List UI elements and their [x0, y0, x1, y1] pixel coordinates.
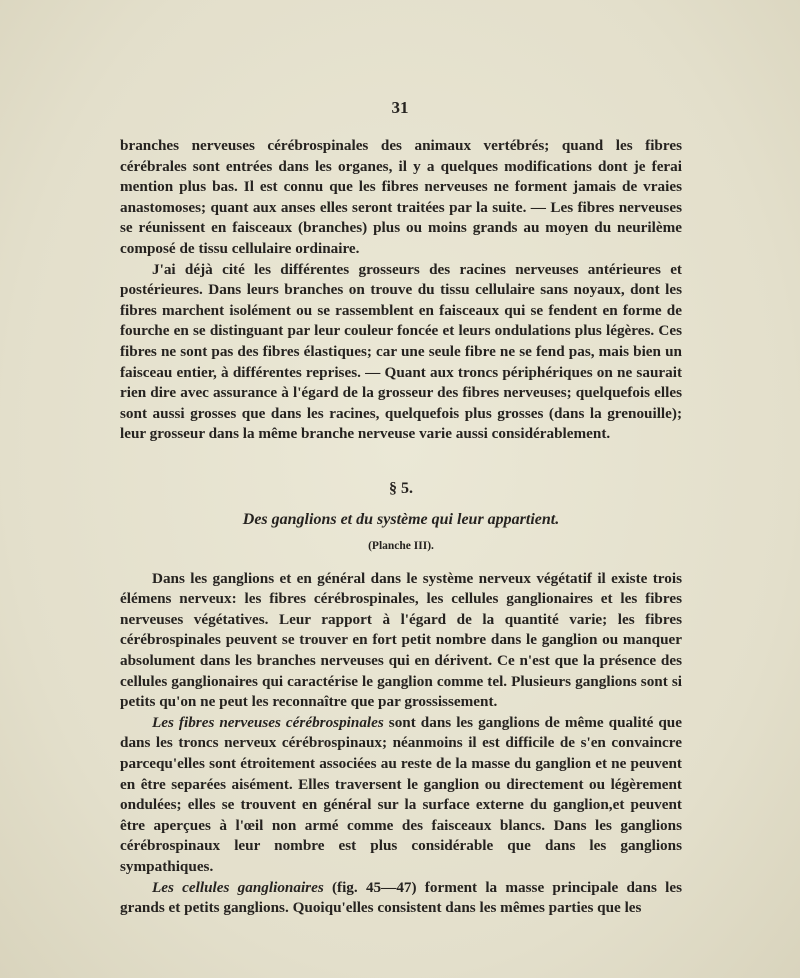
plate-reference: (Planche III).	[368, 540, 434, 553]
paragraph-cellules	[120, 878, 682, 919]
text-body	[120, 136, 682, 919]
paragraph-continuation: branches nerveuses cérébrospinales des animaux vertébrés; quand les fibres cérébrales sont entrées dans les organes, il y a quelques modifications dont je ferai mention plus bas. Il est connu que les fibres nerveuses ne forment jamais de vraies anastomoses; quant aux anses elles seront traitées par la suite. — Les fibres nerveuses se réunissent en faisceaux (branches) plus ou moins grands au moyen du neurilème composé de tissu cellulaire ordinaire.	[120, 137, 682, 257]
fibres-lead: Les fibres nerveuses cérébrospinales	[152, 713, 384, 731]
page-number: 31	[391, 98, 409, 117]
cellules-lead: Les cellules ganglionaires	[152, 878, 324, 896]
fibres-text: sont dans les ganglions de même qualité que dans les troncs nerveux cérébrospinaux; néanmoins il est difficile de s'en convaincre parcequ'elles sont étroitement associées au reste de la masse du ganglion et ne peuvent en être separées aisément. Elles traversent le ganglion ou directement ou légèrement ondulées; elles se trouvent en général sur la surface externe du ganglion,et peuvent être aperçues à l'œil non armé comme des faisceaux blancs. Dans les ganglions cérébrospinaux leur nombre est plus considérable que dans les ganglions sympathiques.	[120, 713, 682, 875]
section-title: Des ganglions et du système qui leur appartient.	[242, 510, 560, 528]
section-number: § 5.	[389, 479, 413, 497]
paragraph-ganglions: Dans les ganglions et en général dans le système nerveux végétatif il existe trois élémens nerveux: les fibres cérébrospinales, les cellules ganglionaires et les fibres nerveuses végétatives. Leur rapport à l'égard de la quantité varie; les fibres cérébrospinales peuvent se trouver en fort petit nombre dans le ganglion ou manquer absolument dans les branches nerveuses qui en dérivent. Ce n'est que la présence des cellules ganglionaires qui caractérise le ganglion comme tel. Plusieurs ganglions sont si petits qu'on ne peut les reconnaître que par grossissement.	[120, 569, 682, 711]
paragraph-racines: J'ai déjà cité les différentes grosseurs des racines nerveuses antérieures et postérieures. Dans leurs branches on trouve du tissu cellulaire sans noyaux, dont les fibres marchent isolément ou se rassemblent en faisceaux qui se fendent en forme de fourche en se distinguant par leur couleur foncée et leurs ondulations plus légères. Ces fibres ne sont pas des fibres élastiques; car une seule fibre ne se fend pas, mais bien un faisceau entier, à différentes reprises. — Quant aux troncs périphériques on ne saurait rien dire avec assurance à l'égard de la grosseur des fibres nerveuses; quelquefois elles sont aussi grosses que dans les racines, quelquefois plus grosses (dans la grenouille); leur grosseur dans la même branche nerveuse varie aussi considérablement.	[120, 260, 682, 443]
cellules-text: (fig. 45—47) forment la masse principale dans les grands et petits ganglions. Quoiqu'elles consistent dans les mêmes parties que les	[120, 878, 682, 917]
paragraph-fibres	[120, 713, 682, 878]
